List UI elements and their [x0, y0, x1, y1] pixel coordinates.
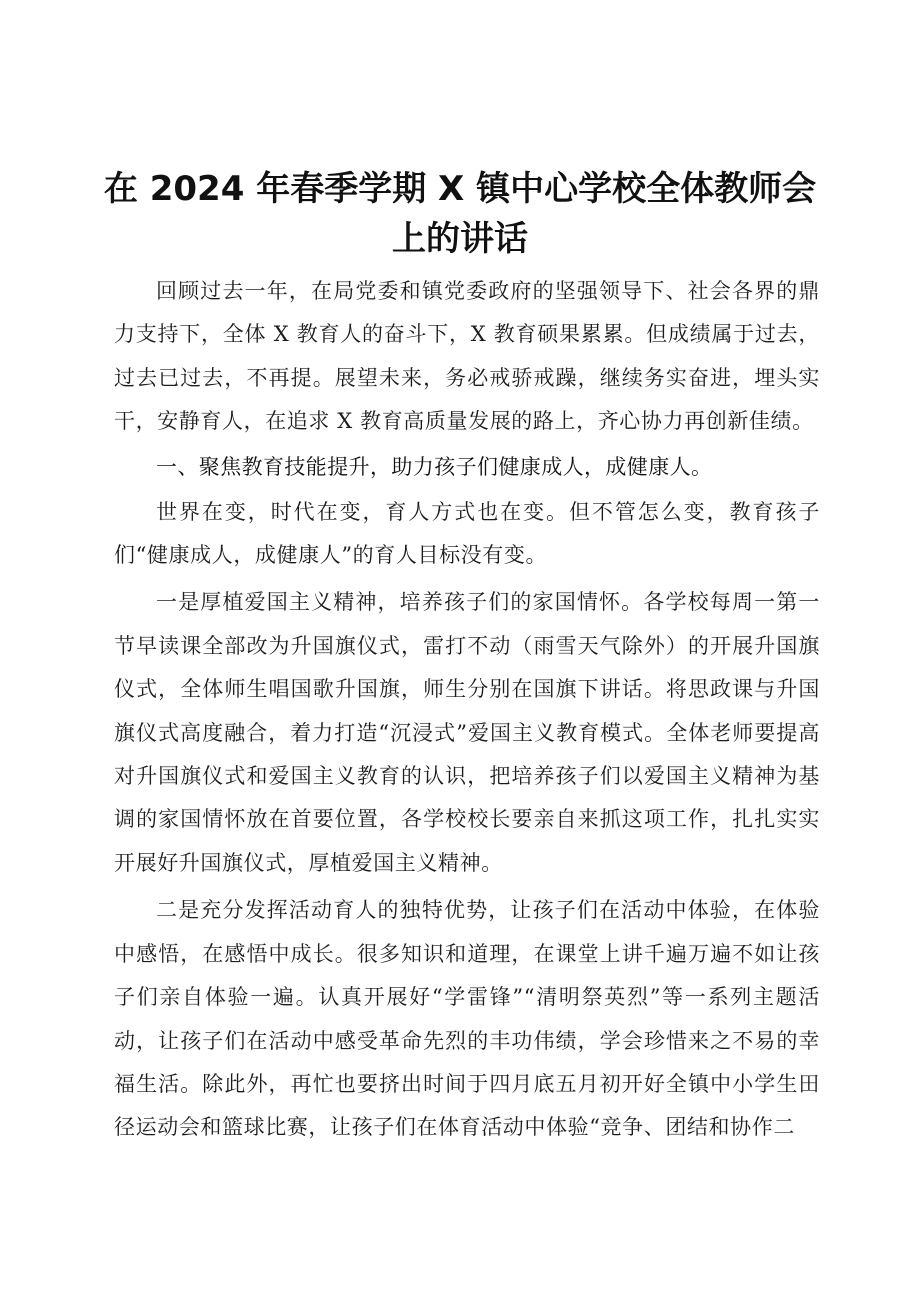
section-lead-paragraph: 世界在变，时代在变，育人方式也在变。但不管怎么变，教育孩子们“健康成人，成健康人”的育人目标没有变。	[114, 499, 820, 568]
document-title-line-2: 上的讲话	[392, 219, 528, 259]
intro-paragraph: 回顾过去一年，在局党委和镇党委政府的坚强领导下、社会各界的鼎力支持下，全体 X 教育人的奋斗下，X 教育硕果累累。但成绩属于过去，过去已过去，不再提。展望未来，务必戒骄戒躁，继续务实奋进，埋头实干，安静育人，在追求 X 教育高质量发展的路上，齐心协力再创新佳绩。	[114, 279, 820, 434]
document-title-line-1: 在 2024 年春季学期 X 镇中心学校全体教师会	[103, 169, 817, 209]
point-1-paragraph: 一是厚植爱国主义精神，培养孩子们的家国情怀。各学校每周一第一节早读课全部改为升国旗仪式，雷打不动（雨雪天气除外）的开展升国旗仪式，全体师生唱国歌升国旗，师生分别在国旗下讲话。将思政课与升国旗仪式高度融合，着力打造“沉浸式”爱国主义教育模式。全体老师要提高对升国旗仪式和爱国主义教育的认识，把培养孩子们以爱国主义精神为基调的家国情怀放在首要位置，各学校校长要亲自来抓这项工作，扎扎实实开展好升国旗仪式，厚植爱国主义精神。	[114, 590, 820, 875]
point-2-paragraph: 二是充分发挥活动育人的独特优势，让孩子们在活动中体验，在体验中感悟，在感悟中成长。很多知识和道理，在课堂上讲千遍万遍不如让孩子们亲自体验一遍。认真开展好“学雷锋”“清明祭英烈”等一系列主题活动，让孩子们在活动中感受革命先烈的丰功伟绩，学会珍惜来之不易的幸福生活。除此外，再忙也要挤出时间于四月底五月初开好全镇中小学生田径运动会和篮球比赛，让孩子们在体育活动中体验“竞争、团结和协作二	[114, 898, 820, 1140]
section-heading-1: 一、聚焦教育技能提升，助力孩子们健康成人，成健康人。	[156, 454, 713, 479]
document-body	[114, 270, 820, 1150]
